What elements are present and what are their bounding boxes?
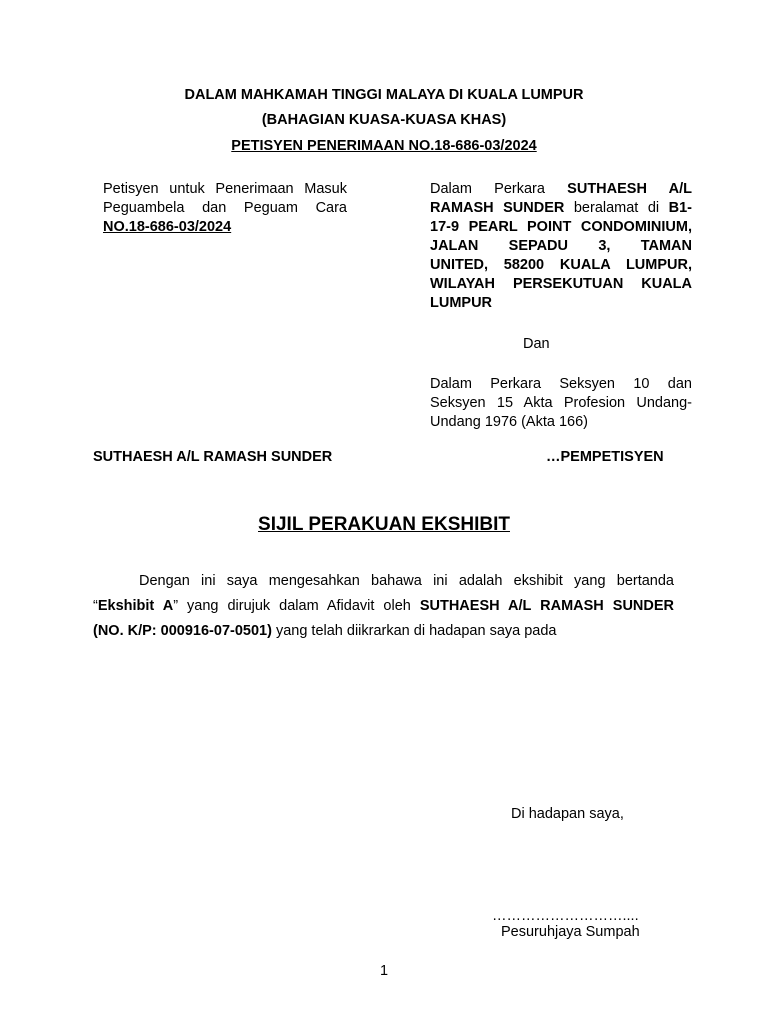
- address-line5: WILAYAH PERSEKUTUAN KUALA: [430, 276, 692, 292]
- party-name: SUTHAESH A/L RAMASH SUNDER: [93, 449, 333, 465]
- address-line4: UNITED, 58200 KUALA LUMPUR,: [430, 257, 692, 273]
- page-number: 1: [380, 963, 389, 979]
- ic-number: (NO. K/P: 000916-07-0501): [93, 623, 272, 639]
- petition-description-line1: Petisyen untuk Penerimaan Masuk: [103, 181, 347, 197]
- exhibit-label: Ekshibit A: [97, 598, 174, 614]
- address-intro: beralamat di: [573, 200, 660, 216]
- address-line2: 17-9 PEARL POINT CONDOMINIUM,: [430, 219, 692, 235]
- matter2-line1: Dalam Perkara Seksyen 10 dan: [430, 376, 692, 392]
- quote-open: “: [93, 598, 98, 614]
- commissioner-title: Pesuruhjaya Sumpah: [501, 924, 640, 940]
- paragraph-line2: [93, 594, 674, 619]
- party-role: …PEMPETISYEN: [546, 449, 664, 465]
- case-number: NO.18-686-03/2024: [103, 219, 232, 235]
- signature-line: ………………………....: [492, 908, 639, 924]
- petition-description-line2: Peguambela dan Peguam Cara: [103, 200, 347, 216]
- paragraph-line1: Dengan ini saya mengesahkan bahawa ini adalah ekshibit yang bertanda: [139, 573, 674, 589]
- petition-description: [103, 180, 347, 237]
- certificate-title: SIJIL PERAKUAN EKSHIBIT: [258, 514, 510, 535]
- certificate-paragraph: [93, 569, 674, 644]
- address-part1: B1-: [668, 200, 692, 216]
- matter2-block: [430, 375, 692, 432]
- matter2-line2: Seksyen 15 Akta Profesion Undang-: [430, 395, 692, 411]
- matter-block: [430, 180, 692, 313]
- paragraph-line3: [93, 619, 674, 644]
- petitioner-name-part2: RAMASH SUNDER: [430, 200, 565, 216]
- court-division: (BAHAGIAN KUASA-KUASA KHAS): [261, 112, 507, 128]
- petitioner-name-part1: SUTHAESH A/L: [567, 181, 692, 197]
- conjunction-dan: Dan: [523, 336, 550, 352]
- address-line3: JALAN SEPADU 3, TAMAN: [430, 238, 692, 254]
- petition-number: PETISYEN PENERIMAAN NO.18-686-03/2024: [231, 138, 537, 154]
- matter1-line1: [430, 180, 692, 199]
- matter2-line3: Undang 1976 (Akta 166): [430, 414, 588, 430]
- address-line6: LUMPUR: [430, 295, 493, 311]
- matter1-prefix: Dalam Perkara: [430, 181, 545, 197]
- deponent-name: SUTHAESH A/L RAMASH SUNDER: [419, 598, 674, 614]
- before-me-text: Di hadapan saya,: [511, 806, 624, 822]
- court-title: DALAM MAHKAMAH TINGGI MALAYA DI KUALA LUMPUR: [184, 87, 584, 103]
- affidavit-reference: ” yang dirujuk dalam Afidavit oleh: [173, 598, 420, 614]
- paragraph-end: yang telah diikrarkan di hadapan saya pada: [271, 623, 557, 639]
- matter1-line2: [430, 199, 692, 218]
